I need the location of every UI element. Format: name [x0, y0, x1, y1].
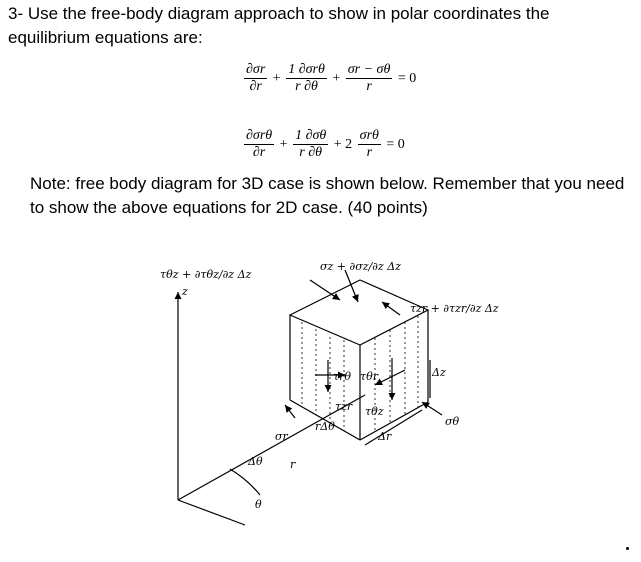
- tau-zr-arrow: [382, 302, 400, 315]
- label-r-dtheta: rΔθ: [315, 420, 335, 433]
- dtheta-arc: [230, 469, 260, 495]
- theta-axis: [178, 500, 245, 525]
- label-dz: Δz: [432, 366, 446, 379]
- term-sigma-diff: $\frac{\sigma r - \sigma\theta}{r}$: [347, 62, 391, 94]
- label-dr: Δr: [378, 430, 392, 443]
- equation-radial: $\frac{\partial\sigma r}{\partial r}$ + $\frac{\text{1 ∂σrθ}}{r \partial\theta}$ + $\frac{\sigma r - \sigma\theta}{r}$ = 0: [246, 62, 417, 94]
- label-tau-thetar: τθr: [360, 370, 378, 383]
- problem-statement: 3- Use the free-body diagram approach to show in polar coordinates the equilibrium equations are:: [8, 4, 550, 47]
- label-theta: θ: [255, 498, 262, 511]
- free-body-diagram: [160, 240, 520, 540]
- term-dtau-rtheta: $\frac{\text{1 ∂σrθ}}{r \partial\theta}$: [288, 62, 325, 94]
- label-sigma-theta: σθ: [445, 415, 460, 428]
- label-tau-zr: τzr + ∂τzr/∂z Δz: [410, 302, 499, 315]
- label-tau-rtheta: τrθ: [333, 370, 351, 383]
- term-dsigma-r: $\frac{\partial\sigma r}{\partial r}$: [246, 62, 266, 94]
- sigma-theta-arrow: [422, 402, 442, 415]
- label-sigma-z: σz + ∂σz/∂z Δz: [320, 260, 401, 273]
- element-top: [290, 280, 428, 345]
- label-tau-thetaz: τθz: [365, 405, 384, 418]
- label-dtheta: Δθ: [248, 455, 263, 468]
- page-dot: [626, 547, 629, 550]
- term-dsigma-theta: $\frac{1 \partial\sigma\theta}{r \partial\theta}$: [295, 128, 327, 160]
- label-r: r: [290, 458, 296, 471]
- equation-tangential: $\frac{\text{∂σrθ}}{\partial r}$ + $\frac{1 \partial\sigma\theta}{r \partial\theta}$ + 2 $\frac{\text{σrθ}}{r}$ = 0: [246, 128, 405, 160]
- label-sigma-r: σr: [275, 430, 288, 443]
- label-tau-zr2: τzr: [335, 400, 353, 413]
- label-tau-tz-plus: τθz + ∂τθz/∂z Δz: [160, 268, 252, 281]
- term-tau-over-r: $\frac{\text{σrθ}}{r}$: [359, 128, 379, 160]
- sigma-r-arrow: [285, 405, 295, 418]
- label-z: z: [182, 285, 188, 298]
- note-text: Note: free body diagram for 3D case is shown below. Remember that you need to show the above equations for 2D case. (40 points): [30, 174, 625, 217]
- term-dtau-rtheta-dr: $\frac{\text{∂σrθ}}{\partial r}$: [246, 128, 273, 160]
